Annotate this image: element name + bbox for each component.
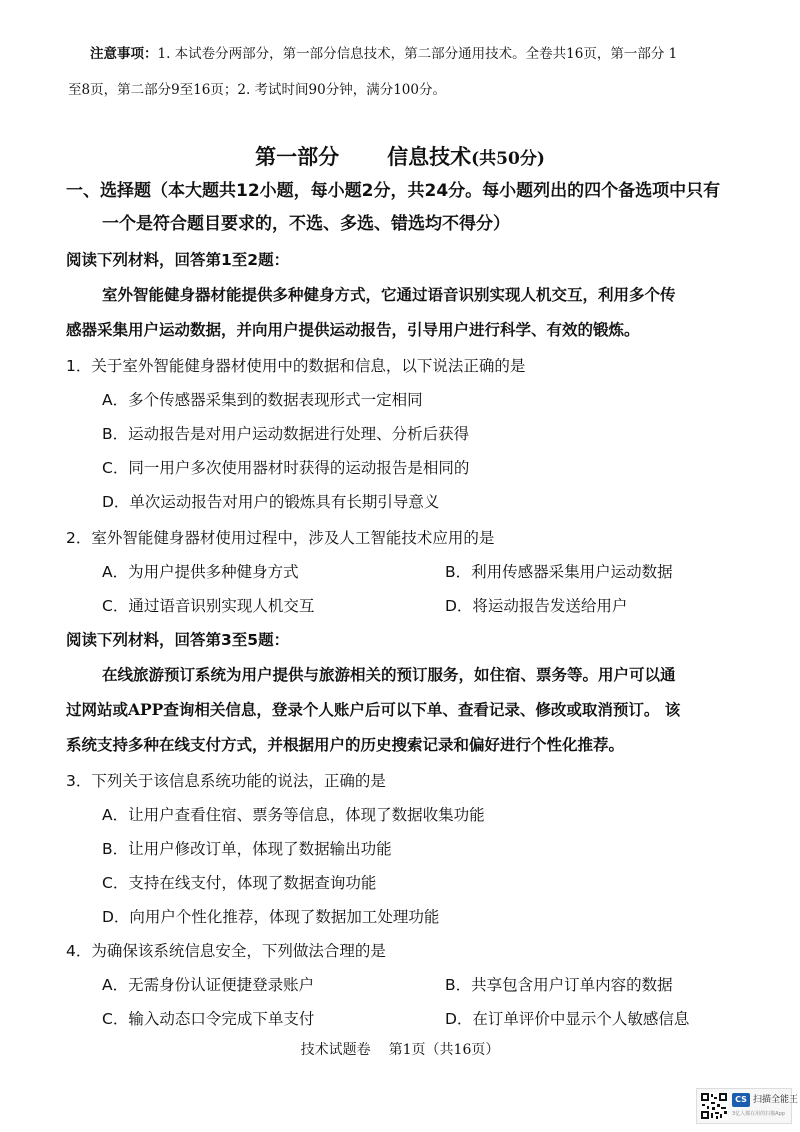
reading-2-line-2: 过网站或APP查询相关信息，登录个人账户后可以下单、查看记录、修改或取消预订。 该	[66, 700, 681, 719]
section-heading-line-1: 一、选择题（本大题共12小题，每小题2分，共24分。每小题列出的四个备选项中只有	[66, 181, 721, 201]
question-4-option-c: C．输入动态口令完成下单支付	[102, 1010, 315, 1028]
question-3-option-b: B．让用户修改订单，体现了数据输出功能	[102, 840, 392, 858]
question-1-stem: 1．关于室外智能健身器材使用中的数据和信息，以下说法正确的是	[66, 357, 526, 375]
question-1-option-a: A．多个传感器采集到的数据表现形式一定相同	[102, 391, 423, 409]
question-4-option-a: A．无需身份认证便捷登录账户	[102, 976, 315, 994]
reading-heading-2: 阅读下列材料，回答第3至5题：	[66, 631, 290, 649]
reading-1-line-1: 室外智能健身器材能提供多种健身方式，它通过语音识别实现人机交互，利用多个传	[102, 285, 676, 304]
footer-name: 技术试题卷	[300, 1042, 371, 1058]
question-1-option-c: C．同一用户多次使用器材时获得的运动报告是相同的	[102, 459, 470, 477]
question-3-option-c: C．支持在线支付，体现了数据查询功能	[102, 874, 377, 892]
part-score: (共50分)	[471, 149, 545, 169]
notice-line-2: 至8页，第二部分9至16页；2. 考试时间90分钟，满分100分。	[68, 82, 446, 98]
scanner-watermark	[696, 1088, 799, 1124]
reading-heading-1: 阅读下列材料，回答第1至2题：	[66, 251, 290, 269]
notice-line-1	[90, 44, 677, 64]
question-1-option-b: B．运动报告是对用户运动数据进行处理、分析后获得	[102, 425, 470, 443]
part-name: 第一部分	[255, 144, 340, 169]
reading-2-line-1: 在线旅游预订系统为用户提供与旅游相关的预订服务，如住宿、票务等。用户可以通	[102, 665, 676, 684]
part-title	[0, 143, 800, 173]
page-footer	[0, 1040, 800, 1060]
notice-label: 注意事项：	[90, 46, 158, 62]
section-heading-line-2: 一个是符合题目要求的，不选、多选、错选均不得分）	[102, 214, 510, 234]
qr-code-icon	[700, 1092, 728, 1120]
question-3-option-d: D．向用户个性化推荐，体现了数据加工处理功能	[102, 908, 440, 926]
question-2-option-d: D．将运动报告发送给用户	[445, 597, 628, 615]
question-4-option-b: B．共享包含用户订单内容的数据	[445, 976, 673, 994]
question-2-stem: 2．室外智能健身器材使用过程中，涉及人工智能技术应用的是	[66, 529, 495, 547]
scanner-app-name: 扫描全能王	[753, 1095, 799, 1105]
question-4-stem: 4．为确保该系统信息安全，下列做法合理的是	[66, 942, 386, 960]
notice-text-1: 1. 本试卷分两部分，第一部分信息技术，第二部分通用技术。全卷共16页，第一部分 1	[157, 46, 678, 62]
scanner-logo: CS	[732, 1093, 750, 1107]
question-4-option-d: D．在订单评价中显示个人敏感信息	[445, 1010, 690, 1028]
scanner-app-tagline: 3亿人都在用的扫描App	[732, 1111, 785, 1117]
question-3-stem: 3．下列关于该信息系统功能的说法，正确的是	[66, 772, 386, 790]
reading-1-line-2: 感器采集用户运动数据，并向用户提供运动报告，引导用户进行科学、有效的锻炼。	[66, 320, 640, 339]
reading-2-line-3: 系统支持多种在线支付方式，并根据用户的历史搜索记录和偏好进行个性化推荐。	[66, 735, 625, 754]
question-1-option-d: D．单次运动报告对用户的锻炼具有长期引导意义	[102, 493, 440, 511]
question-2-option-a: A．为用户提供多种健身方式	[102, 563, 299, 581]
part-subject: 信息技术	[387, 144, 472, 169]
question-3-option-a: A．让用户查看住宿、票务等信息，体现了数据收集功能	[102, 806, 485, 824]
footer-page: 第1页（共16页）	[388, 1042, 500, 1058]
question-2-option-b: B．利用传感器采集用户运动数据	[445, 563, 673, 581]
question-2-option-c: C．通过语音识别实现人机交互	[102, 597, 315, 615]
